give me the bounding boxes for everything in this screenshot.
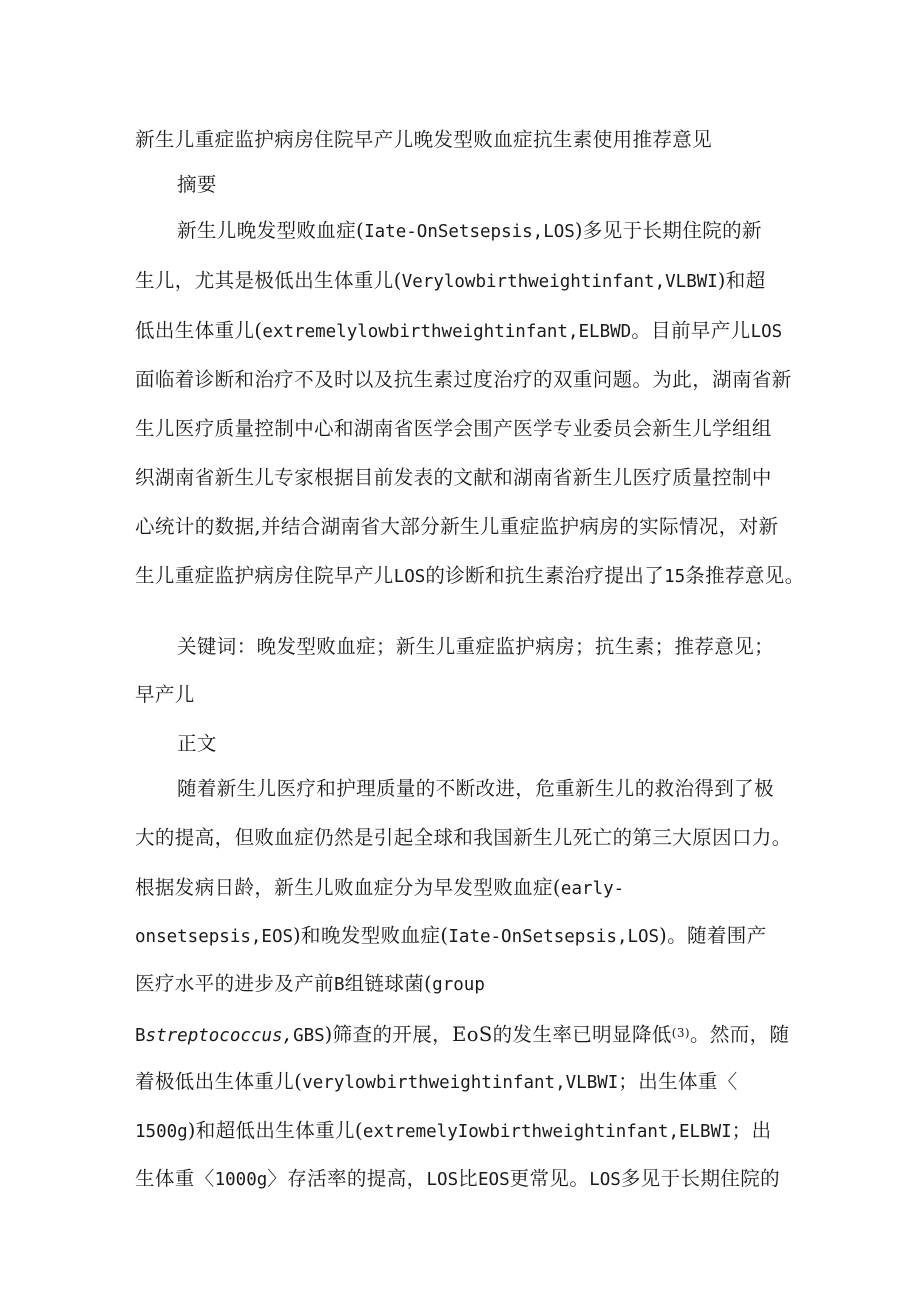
text-run: 条推荐意见。 bbox=[685, 564, 805, 587]
text-run: 根据发病日龄，新生儿败血症分为早发型败血症( bbox=[135, 876, 561, 899]
text-run: extremelyIowbirthweightinfant,ELBWI bbox=[362, 1122, 732, 1142]
keywords-line-2: 早产儿 bbox=[135, 683, 195, 706]
citation-ref: (3) bbox=[671, 1026, 690, 1040]
document-title: 新生儿重症监护病房住院早产儿晚发型败血症抗生素使用推荐意见 bbox=[135, 128, 713, 151]
body-line-5 bbox=[135, 970, 485, 999]
text-run: )和超低出生体重儿( bbox=[187, 1119, 363, 1142]
text-run: 生儿重症监护病房住院早产儿 bbox=[135, 564, 394, 587]
text-run: B bbox=[334, 975, 345, 995]
text-run: 1500g bbox=[135, 1122, 188, 1142]
text-run: 多见于长期住院的 bbox=[620, 1167, 781, 1190]
text-run: early- bbox=[560, 879, 625, 899]
text-run: LOS bbox=[393, 567, 426, 587]
text-run: GBS bbox=[293, 1026, 325, 1046]
body-line-8 bbox=[135, 1117, 771, 1146]
abstract-heading: 摘要 bbox=[177, 173, 217, 196]
text-run: 低出生体重儿( bbox=[135, 319, 263, 342]
text-run: B bbox=[135, 1026, 146, 1046]
text-run: extremelylowbirthweightinfant,ELBWD bbox=[262, 322, 632, 342]
text-run: )筛查的开展， bbox=[324, 1023, 453, 1046]
body-line-4 bbox=[135, 922, 767, 951]
text-run: 的诊断和抗生素治疗提出了 bbox=[425, 564, 665, 587]
text-run: )。随着围产 bbox=[659, 924, 767, 947]
text-run: 组链球菌( bbox=[344, 972, 433, 995]
text-run: )和晚发型败血症( bbox=[293, 924, 449, 947]
text-run: onsetsepsis,EOS bbox=[135, 927, 294, 947]
text-run: group bbox=[432, 975, 485, 995]
abstract-line-2 bbox=[135, 267, 766, 296]
abstract-line-8 bbox=[135, 562, 805, 591]
text-run: 新生儿晚发型败血症( bbox=[177, 219, 365, 242]
text-run: EoS bbox=[452, 1023, 493, 1046]
abstract-line-4: 面临着诊断和治疗不及时以及抗生素过度治疗的双重问题。为此，湖南省新 bbox=[135, 368, 792, 391]
text-run: 生儿，尤其是极低出生体重儿( bbox=[135, 269, 402, 292]
body-line-3 bbox=[135, 874, 624, 903]
text-run: Verylowbirthweightinfant,VLBWI bbox=[401, 272, 718, 292]
body-line-6 bbox=[135, 1019, 789, 1050]
body-line-7 bbox=[135, 1068, 738, 1097]
text-run: 。然而，随 bbox=[689, 1023, 790, 1046]
body-line-9 bbox=[135, 1165, 780, 1194]
text-run: )和超 bbox=[717, 269, 766, 292]
text-run: 生体重〈 bbox=[135, 1167, 215, 1190]
text-run: )多见于长期住院的新 bbox=[574, 219, 762, 242]
text-run: 心统计的数据 bbox=[135, 515, 255, 538]
text-run: 15 bbox=[664, 567, 686, 587]
text-run: Iate-OnSetsepsis,LOS bbox=[364, 222, 575, 242]
keywords-line-1: 关键词：晚发型败血症；新生儿重症监护病房；抗生素；推荐意见； bbox=[177, 635, 775, 658]
body-line-1: 随着新生儿医疗和护理质量的不断改进，危重新生儿的救治得到了极 bbox=[177, 777, 775, 800]
abstract-line-5: 生儿医疗质量控制中心和湖南省医学会围产医学专业委员会新生儿学组组 bbox=[135, 417, 772, 440]
text-run: ；出 bbox=[731, 1119, 772, 1142]
text-run: LOS bbox=[589, 1170, 621, 1190]
text-run: 更常见。 bbox=[509, 1167, 590, 1190]
text-run: EOS bbox=[478, 1170, 510, 1190]
text-run: 着极低出生体重儿( bbox=[135, 1070, 303, 1093]
abstract-line-1 bbox=[177, 217, 762, 246]
body-heading: 正文 bbox=[177, 732, 217, 755]
text-run: 的发生率已明显降低 bbox=[492, 1023, 672, 1046]
text-run: ；出生体重〈 bbox=[618, 1070, 738, 1093]
text-run: 1000g bbox=[214, 1170, 268, 1190]
text-run: streptococcus, bbox=[145, 1026, 294, 1046]
text-run: LOS bbox=[750, 322, 783, 342]
text-run: Iate-OnSetsepsis,LOS bbox=[448, 927, 660, 947]
text-run: 。目前早产儿 bbox=[631, 319, 751, 342]
text-run: 〉存活率的提高， bbox=[267, 1167, 427, 1190]
body-line-2: 大的提高，但败血症仍然是引起全球和我国新生儿死亡的第三大原因口力。 bbox=[135, 826, 792, 849]
text-run: 医疗水平的进步及产前 bbox=[135, 972, 335, 995]
text-run: LOS bbox=[426, 1170, 459, 1190]
text-run: 比 bbox=[458, 1167, 479, 1190]
abstract-line-7 bbox=[135, 513, 778, 541]
abstract-line-6: 织湖南省新生儿专家根据目前发表的文献和湖南省新生儿医疗质量控制中 bbox=[135, 466, 772, 489]
text-run: ,并结合湖南省大部分新生儿重症监护病房的实际情况，对新 bbox=[254, 515, 779, 538]
text-run: verylowbirthweightinfant,VLBWI bbox=[302, 1073, 619, 1093]
abstract-line-3 bbox=[135, 317, 782, 346]
